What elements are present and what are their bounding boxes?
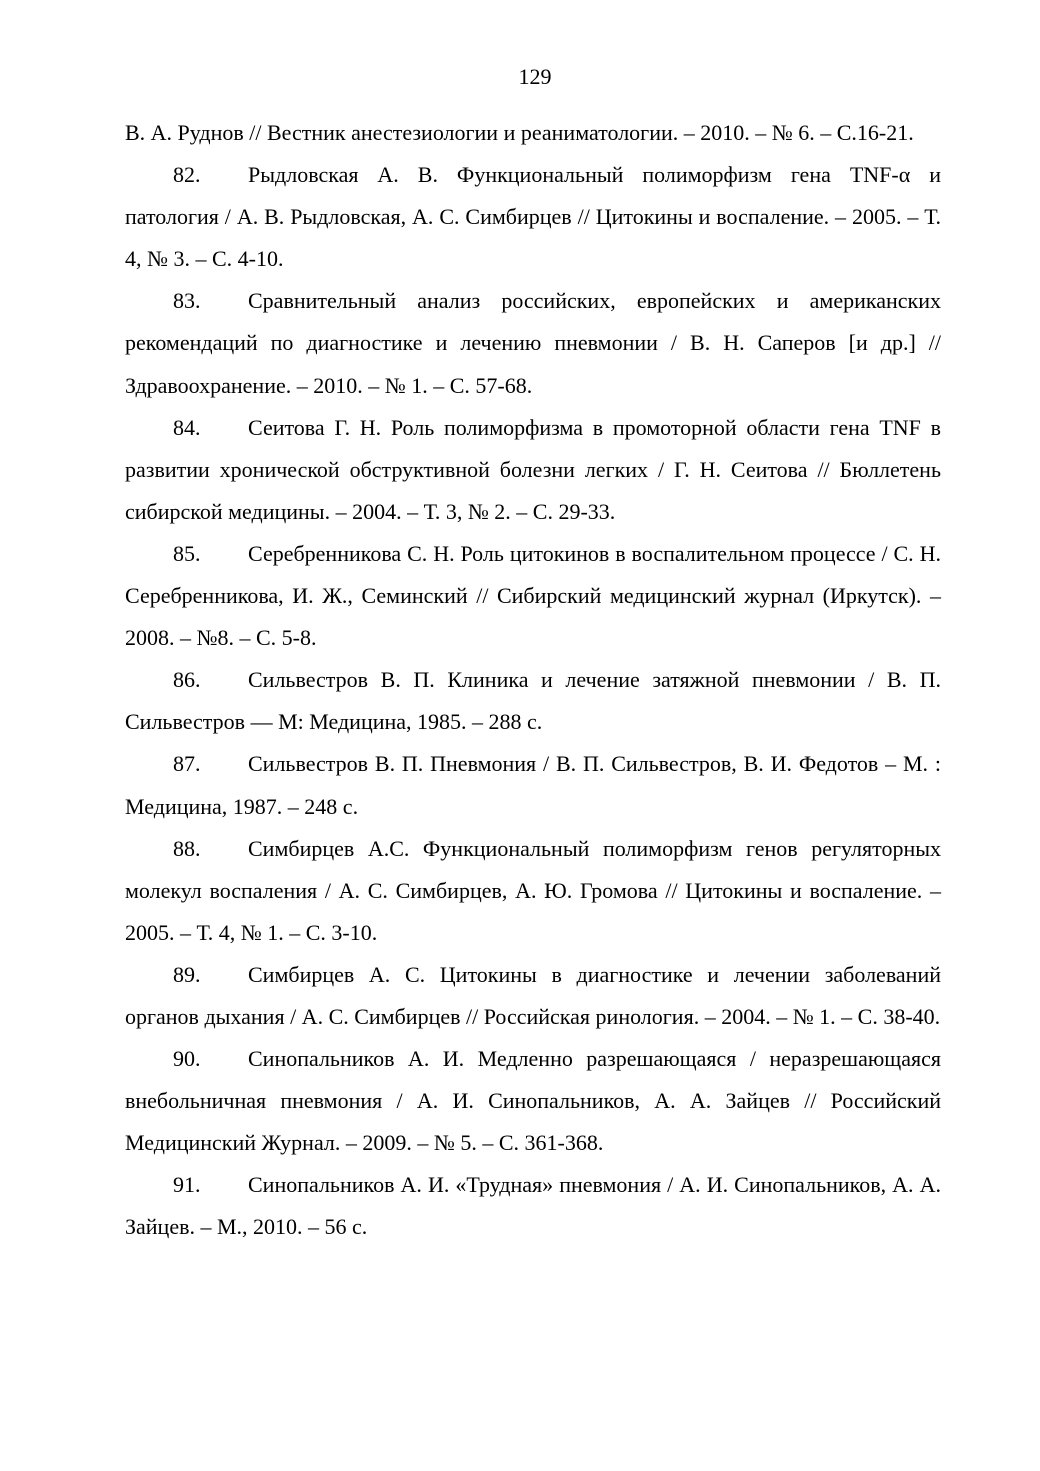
- reference-number: 88.: [173, 835, 201, 861]
- reference-text: Сильвестров В. П. Пневмония / В. П. Сильвестров, В. И. Федотов – М. : Медицина, 1987. – 248 с.: [125, 751, 941, 819]
- reference-number: 83.: [173, 288, 201, 314]
- reference-number: 89.: [173, 961, 201, 987]
- reference-text: Серебренникова С. Н. Роль цитокинов в воспалительном процессе / С. Н. Серебренникова, И. Ж., Семинский // Сибирский медицинский журнал (Иркутск). – 2008. – №8. – С. 5-8.: [125, 540, 941, 651]
- reference-item-82: [125, 154, 941, 280]
- reference-text: Рыдловская А. В. Функциональный полиморфизм гена TNF-α и патология / А. В. Рыдловская, А. С. Симбирцев // Цитокины и воспаление. – 2005. – Т. 4, № 3. – С. 4-10.: [125, 162, 941, 272]
- reference-number: 85.: [173, 540, 201, 566]
- reference-text: Синопальников А. И. Медленно разрешающаяся / неразрешающаяся внебольничная пневмония / А. И. Синопальников, А. А. Зайцев // Российский Медицинский Журнал. – 2009. – № 5. – С. 361-368.: [125, 1046, 941, 1156]
- reference-item-84: [125, 407, 941, 533]
- reference-number: 87.: [173, 751, 201, 777]
- reference-text: Сильвестров В. П. Клиника и лечение затяжной пневмонии / В. П. Сильвестров — М: Медицина, 1985. – 288 с.: [125, 667, 941, 735]
- reference-item-87: [125, 743, 941, 827]
- reference-item-89: [125, 954, 941, 1038]
- reference-list: [125, 112, 941, 1249]
- reference-number: 90.: [173, 1046, 201, 1072]
- reference-text: Сравнительный анализ российских, европейских и американских рекомендаций по диагностике и лечению пневмонии / В. Н. Саперов [и др.] // Здравоохранение. – 2010. – № 1. – С. 57-68.: [125, 288, 941, 398]
- reference-item-88: [125, 828, 941, 954]
- reference-item-83: [125, 280, 941, 406]
- page-number: 129: [518, 64, 552, 89]
- reference-number: 82.: [173, 162, 201, 188]
- reference-number: 91.: [173, 1172, 201, 1198]
- reference-text: Симбирцев А. С. Цитокины в диагностике и лечении заболеваний органов дыхания / А. С. Симбирцев // Российская ринология. – 2004. – № 1. – С. 38-40.: [125, 961, 941, 1029]
- reference-continuation: В. А. Руднов // Вестник анестезиологии и реаниматологии. – 2010. – № 6. – С.16-21.: [125, 120, 914, 145]
- reference-number: 86.: [173, 667, 201, 693]
- reference-item-86: [125, 659, 941, 743]
- reference-text: Синопальников А. И. «Трудная» пневмония / А. И. Синопальников, А. А. Зайцев. – М., 2010. – 56 с.: [125, 1172, 941, 1240]
- reference-item-85: [125, 533, 941, 659]
- reference-item-91: [125, 1164, 941, 1248]
- reference-number: 84.: [173, 414, 201, 440]
- reference-text: Сеитова Г. Н. Роль полиморфизма в промоторной области гена TNF в развитии хронической обструктивной болезни легких / Г. Н. Сеитова // Бюллетень сибирской медицины. – 2004. – Т. 3, № 2. – С. 29-33.: [125, 414, 941, 524]
- reference-item-90: [125, 1038, 941, 1164]
- reference-text: Симбирцев А.С. Функциональный полиморфизм генов регуляторных молекул воспаления / А. С. Симбирцев, А. Ю. Громова // Цитокины и воспаление. – 2005. – Т. 4, № 1. – С. 3-10.: [125, 835, 941, 945]
